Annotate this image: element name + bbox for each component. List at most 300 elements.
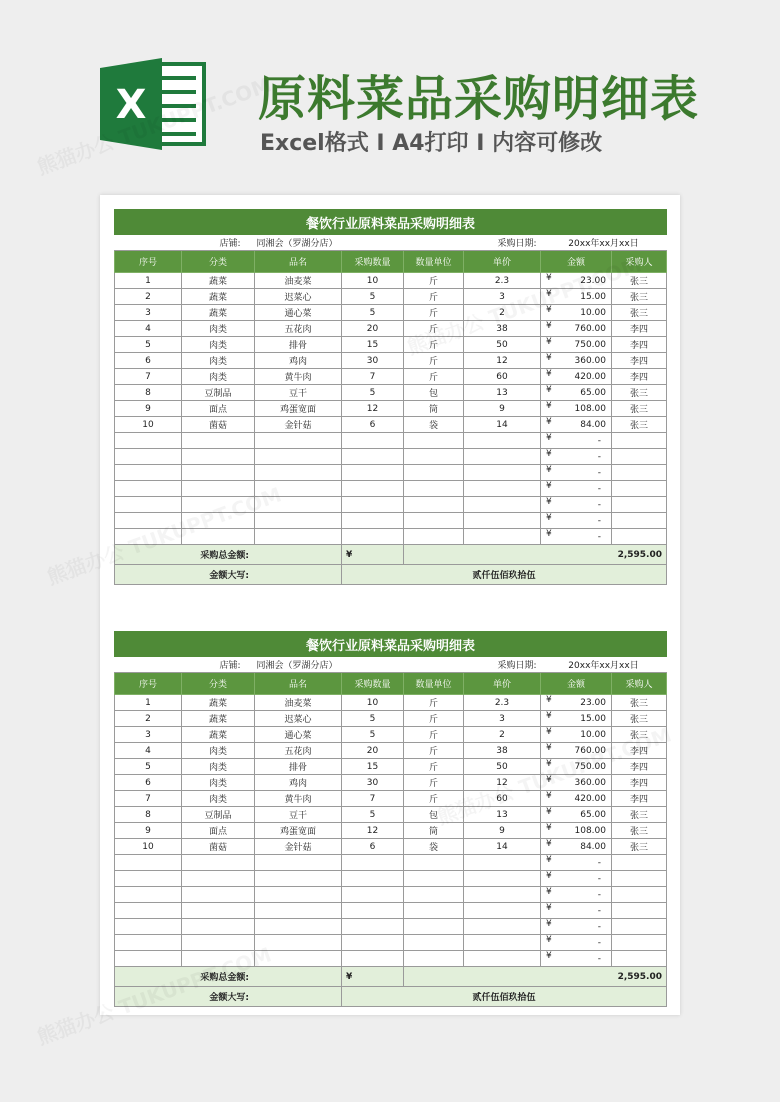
amount-value: 15.00 [580, 713, 606, 724]
empty-cell [182, 513, 255, 529]
empty-cell [612, 871, 667, 887]
cell-price: 14 [464, 417, 541, 433]
header-col-price: 单价 [464, 251, 541, 273]
currency-symbol: ¥ [546, 903, 552, 913]
cell-buyer: 张三 [612, 839, 667, 855]
cell-item: 金针菇 [255, 839, 342, 855]
uppercase-value: 贰仟伍佰玖拾伍 [342, 987, 667, 1007]
store-value: 同湘会（罗湖分店） [255, 235, 404, 251]
cell-unit: 斤 [404, 273, 464, 289]
amount-placeholder: - [597, 905, 601, 916]
empty-cell [115, 951, 182, 967]
empty-cell [255, 465, 342, 481]
empty-cell [182, 855, 255, 871]
cell-buyer: 张三 [612, 417, 667, 433]
cell-amount [541, 417, 612, 433]
cell-amount [541, 433, 612, 449]
amount-placeholder: - [597, 467, 601, 478]
cell-category: 蔬菜 [182, 289, 255, 305]
empty-row [115, 465, 667, 481]
cell-price: 38 [464, 321, 541, 337]
uppercase-label: 金额大写: [115, 565, 342, 585]
empty-row [115, 951, 667, 967]
cell-price: 9 [464, 823, 541, 839]
empty-cell [404, 449, 464, 465]
empty-cell [464, 529, 541, 545]
cell-amount [541, 289, 612, 305]
cell-amount [541, 695, 612, 711]
cell-item: 五花肉 [255, 321, 342, 337]
cell-amount [541, 807, 612, 823]
cell-unit: 斤 [404, 695, 464, 711]
cell-index: 7 [115, 791, 182, 807]
cell-amount [541, 305, 612, 321]
empty-cell [404, 871, 464, 887]
empty-cell [342, 433, 404, 449]
cell-item: 油麦菜 [255, 273, 342, 289]
cell-price: 2.3 [464, 695, 541, 711]
cell-category: 肉类 [182, 759, 255, 775]
empty-cell [255, 903, 342, 919]
date-label: 采购日期: [404, 235, 541, 251]
currency-symbol: ¥ [546, 839, 552, 849]
header-col-category: 分类 [182, 673, 255, 695]
empty-cell [612, 513, 667, 529]
cell-amount [541, 401, 612, 417]
empty-row [115, 855, 667, 871]
table-row [115, 305, 667, 321]
cell-price: 14 [464, 839, 541, 855]
cell-buyer: 张三 [612, 711, 667, 727]
empty-cell [612, 887, 667, 903]
cell-price: 38 [464, 743, 541, 759]
cell-amount [541, 951, 612, 967]
cell-qty: 5 [342, 385, 404, 401]
cell-buyer: 李四 [612, 775, 667, 791]
cell-amount [541, 839, 612, 855]
cell-buyer: 李四 [612, 759, 667, 775]
cell-index: 3 [115, 305, 182, 321]
amount-value: 84.00 [580, 419, 606, 430]
empty-cell [182, 481, 255, 497]
empty-cell [464, 903, 541, 919]
cell-item: 油麦菜 [255, 695, 342, 711]
table-row [115, 791, 667, 807]
empty-row [115, 529, 667, 545]
cell-index: 9 [115, 401, 182, 417]
empty-cell [255, 887, 342, 903]
cell-amount [541, 855, 612, 871]
cell-price: 2.3 [464, 273, 541, 289]
amount-value: 23.00 [580, 697, 606, 708]
empty-cell [115, 465, 182, 481]
empty-row [115, 449, 667, 465]
header-col-unit: 数量单位 [404, 673, 464, 695]
cell-category: 豆制品 [182, 385, 255, 401]
empty-row [115, 433, 667, 449]
currency-symbol: ¥ [342, 545, 404, 565]
amount-value: 760.00 [574, 323, 606, 334]
cell-price: 2 [464, 727, 541, 743]
empty-cell [342, 465, 404, 481]
empty-cell [115, 433, 182, 449]
amount-value: 750.00 [574, 339, 606, 350]
empty-cell [182, 903, 255, 919]
currency-symbol: ¥ [546, 695, 552, 705]
table-row [115, 807, 667, 823]
table-row [115, 775, 667, 791]
cell-qty: 5 [342, 289, 404, 305]
currency-symbol: ¥ [546, 289, 552, 299]
empty-row [115, 497, 667, 513]
cell-category: 面点 [182, 823, 255, 839]
cell-amount [541, 935, 612, 951]
empty-cell [182, 465, 255, 481]
cell-unit: 斤 [404, 743, 464, 759]
currency-symbol: ¥ [546, 951, 552, 961]
cell-item: 黄牛肉 [255, 369, 342, 385]
cell-amount [541, 823, 612, 839]
table-row [115, 839, 667, 855]
cell-price: 50 [464, 337, 541, 353]
cell-item: 通心菜 [255, 727, 342, 743]
empty-cell [182, 871, 255, 887]
empty-cell [612, 935, 667, 951]
header-col-index: 序号 [115, 673, 182, 695]
header-col-item: 品名 [255, 673, 342, 695]
cell-item: 迟菜心 [255, 711, 342, 727]
cell-item: 迟菜心 [255, 289, 342, 305]
table-row [115, 823, 667, 839]
currency-symbol: ¥ [546, 919, 552, 929]
uppercase-value: 贰仟伍佰玖拾伍 [342, 565, 667, 585]
cell-amount [541, 481, 612, 497]
cell-buyer: 张三 [612, 273, 667, 289]
cell-index: 8 [115, 807, 182, 823]
empty-cell [464, 449, 541, 465]
cell-index: 2 [115, 289, 182, 305]
cell-buyer: 张三 [612, 727, 667, 743]
cell-price: 12 [464, 353, 541, 369]
empty-cell [342, 887, 404, 903]
empty-cell [464, 465, 541, 481]
logo-letter: X [115, 82, 147, 128]
cell-index: 9 [115, 823, 182, 839]
empty-cell [612, 449, 667, 465]
header-col-buyer: 采购人 [612, 673, 667, 695]
empty-cell [115, 513, 182, 529]
cell-index: 8 [115, 385, 182, 401]
cell-qty: 7 [342, 369, 404, 385]
currency-symbol: ¥ [546, 711, 552, 721]
empty-cell [182, 497, 255, 513]
store-label: 店铺: [115, 657, 255, 673]
cell-qty: 10 [342, 695, 404, 711]
empty-cell [255, 935, 342, 951]
amount-value: 15.00 [580, 291, 606, 302]
table-row [115, 759, 667, 775]
currency-symbol: ¥ [546, 321, 552, 331]
table-row [115, 695, 667, 711]
cell-index: 1 [115, 273, 182, 289]
empty-cell [464, 919, 541, 935]
currency-symbol: ¥ [546, 775, 552, 785]
cell-qty: 20 [342, 743, 404, 759]
uppercase-row [115, 565, 667, 585]
cell-price: 13 [464, 807, 541, 823]
cell-unit: 斤 [404, 305, 464, 321]
empty-cell [612, 529, 667, 545]
purchase-table [114, 209, 667, 585]
cell-price: 2 [464, 305, 541, 321]
header-col-item: 品名 [255, 251, 342, 273]
header-col-amount: 金额 [541, 673, 612, 695]
total-row [115, 545, 667, 565]
empty-cell [115, 529, 182, 545]
cell-unit: 斤 [404, 759, 464, 775]
purchase-sheet-2 [114, 631, 666, 1007]
cell-amount [541, 919, 612, 935]
cell-amount [541, 353, 612, 369]
empty-cell [182, 529, 255, 545]
amount-placeholder: - [597, 515, 601, 526]
cell-buyer: 李四 [612, 369, 667, 385]
amount-value: 10.00 [580, 729, 606, 740]
purchase-sheet-1 [114, 209, 666, 585]
cell-index: 1 [115, 695, 182, 711]
cell-qty: 6 [342, 417, 404, 433]
amount-placeholder: - [597, 873, 601, 884]
cell-category: 蔬菜 [182, 273, 255, 289]
empty-cell [404, 903, 464, 919]
empty-cell [182, 887, 255, 903]
cell-category: 肉类 [182, 353, 255, 369]
purchase-table [114, 631, 667, 1007]
currency-symbol: ¥ [546, 417, 552, 427]
cell-category: 蔬菜 [182, 695, 255, 711]
empty-cell [404, 529, 464, 545]
empty-cell [404, 919, 464, 935]
currency-symbol: ¥ [546, 727, 552, 737]
empty-cell [115, 887, 182, 903]
empty-cell [255, 433, 342, 449]
amount-value: 65.00 [580, 809, 606, 820]
table-row [115, 369, 667, 385]
cell-index: 10 [115, 839, 182, 855]
amount-value: 108.00 [574, 825, 606, 836]
cell-category: 面点 [182, 401, 255, 417]
cell-item: 鸡肉 [255, 775, 342, 791]
amount-value: 65.00 [580, 387, 606, 398]
cell-unit: 斤 [404, 711, 464, 727]
empty-cell [182, 433, 255, 449]
cell-unit: 包 [404, 385, 464, 401]
empty-cell [464, 935, 541, 951]
page-subtitle: Excel格式 I A4打印 I 内容可修改 [260, 131, 603, 156]
currency-symbol: ¥ [546, 935, 552, 945]
empty-cell [115, 449, 182, 465]
cell-buyer: 李四 [612, 743, 667, 759]
store-value: 同湘会（罗湖分店） [255, 657, 404, 673]
empty-cell [404, 887, 464, 903]
empty-cell [255, 951, 342, 967]
empty-cell [255, 529, 342, 545]
empty-cell [612, 433, 667, 449]
empty-cell [182, 935, 255, 951]
cell-unit: 斤 [404, 791, 464, 807]
cell-item: 通心菜 [255, 305, 342, 321]
cell-item: 鸡蛋宽面 [255, 401, 342, 417]
table-row [115, 711, 667, 727]
currency-symbol: ¥ [546, 353, 552, 363]
empty-cell [342, 871, 404, 887]
currency-symbol: ¥ [546, 369, 552, 379]
cell-amount [541, 273, 612, 289]
currency-symbol: ¥ [546, 465, 552, 475]
empty-cell [182, 919, 255, 935]
cell-qty: 15 [342, 759, 404, 775]
empty-cell [255, 919, 342, 935]
currency-symbol: ¥ [546, 273, 552, 283]
cell-unit: 袋 [404, 417, 464, 433]
empty-cell [464, 855, 541, 871]
table-row [115, 743, 667, 759]
header-col-index: 序号 [115, 251, 182, 273]
cell-unit: 斤 [404, 369, 464, 385]
cell-qty: 5 [342, 711, 404, 727]
currency-symbol: ¥ [546, 497, 552, 507]
date-label: 采购日期: [404, 657, 541, 673]
table-row [115, 727, 667, 743]
currency-symbol: ¥ [546, 807, 552, 817]
cell-qty: 20 [342, 321, 404, 337]
table-row [115, 273, 667, 289]
empty-cell [464, 871, 541, 887]
cell-qty: 30 [342, 775, 404, 791]
currency-symbol: ¥ [546, 871, 552, 881]
cell-index: 6 [115, 775, 182, 791]
cell-amount [541, 791, 612, 807]
empty-cell [255, 871, 342, 887]
cell-index: 3 [115, 727, 182, 743]
table-row [115, 337, 667, 353]
cell-unit: 斤 [404, 775, 464, 791]
cell-qty: 5 [342, 727, 404, 743]
cell-item: 鸡蛋宽面 [255, 823, 342, 839]
cell-index: 2 [115, 711, 182, 727]
amount-placeholder: - [597, 483, 601, 494]
cell-buyer: 李四 [612, 353, 667, 369]
cell-amount [541, 759, 612, 775]
currency-symbol: ¥ [546, 513, 552, 523]
amount-placeholder: - [597, 937, 601, 948]
empty-row [115, 871, 667, 887]
header-col-buyer: 采购人 [612, 251, 667, 273]
cell-index: 7 [115, 369, 182, 385]
date-value: 20xx年xx月xx日 [541, 235, 667, 251]
cell-item: 排骨 [255, 759, 342, 775]
total-label: 采购总金额: [115, 545, 342, 565]
currency-symbol: ¥ [546, 823, 552, 833]
cell-item: 排骨 [255, 337, 342, 353]
cell-buyer: 张三 [612, 401, 667, 417]
cell-index: 5 [115, 759, 182, 775]
cell-unit: 筒 [404, 401, 464, 417]
cell-buyer: 李四 [612, 791, 667, 807]
total-value: 2,595.00 [404, 967, 667, 987]
cell-item: 豆干 [255, 807, 342, 823]
empty-cell [404, 935, 464, 951]
empty-row [115, 481, 667, 497]
empty-cell [612, 481, 667, 497]
cell-category: 肉类 [182, 743, 255, 759]
amount-value: 108.00 [574, 403, 606, 414]
currency-symbol: ¥ [546, 401, 552, 411]
cell-index: 4 [115, 321, 182, 337]
cell-price: 3 [464, 289, 541, 305]
cell-unit: 斤 [404, 289, 464, 305]
cell-amount [541, 513, 612, 529]
cell-category: 豆制品 [182, 807, 255, 823]
cell-buyer: 李四 [612, 337, 667, 353]
cell-amount [541, 465, 612, 481]
cell-qty: 10 [342, 273, 404, 289]
empty-cell [255, 513, 342, 529]
empty-cell [255, 481, 342, 497]
header-col-unit: 数量单位 [404, 251, 464, 273]
cell-amount [541, 369, 612, 385]
cell-buyer: 张三 [612, 385, 667, 401]
amount-placeholder: - [597, 953, 601, 964]
cell-buyer: 李四 [612, 321, 667, 337]
cell-amount [541, 903, 612, 919]
uppercase-label: 金额大写: [115, 987, 342, 1007]
currency-symbol: ¥ [546, 791, 552, 801]
amount-value: 23.00 [580, 275, 606, 286]
amount-value: 360.00 [574, 355, 606, 366]
cell-amount [541, 743, 612, 759]
cell-qty: 15 [342, 337, 404, 353]
cell-amount [541, 385, 612, 401]
empty-cell [404, 497, 464, 513]
sheet-title: 餐饮行业原料菜品采购明细表 [115, 210, 667, 235]
cell-item: 五花肉 [255, 743, 342, 759]
cell-unit: 包 [404, 807, 464, 823]
amount-placeholder: - [597, 889, 601, 900]
cell-category: 肉类 [182, 775, 255, 791]
cell-category: 肉类 [182, 321, 255, 337]
currency-symbol: ¥ [546, 529, 552, 539]
header-col-amount: 金额 [541, 251, 612, 273]
empty-cell [404, 465, 464, 481]
total-row [115, 967, 667, 987]
currency-symbol: ¥ [546, 433, 552, 443]
cell-price: 60 [464, 791, 541, 807]
amount-placeholder: - [597, 857, 601, 868]
cell-category: 菌菇 [182, 417, 255, 433]
empty-cell [342, 935, 404, 951]
empty-cell [115, 935, 182, 951]
empty-cell [182, 951, 255, 967]
cell-price: 13 [464, 385, 541, 401]
cell-item: 鸡肉 [255, 353, 342, 369]
currency-symbol: ¥ [546, 385, 552, 395]
cell-amount [541, 775, 612, 791]
cell-category: 肉类 [182, 337, 255, 353]
cell-qty: 12 [342, 401, 404, 417]
amount-placeholder: - [597, 921, 601, 932]
cell-qty: 30 [342, 353, 404, 369]
